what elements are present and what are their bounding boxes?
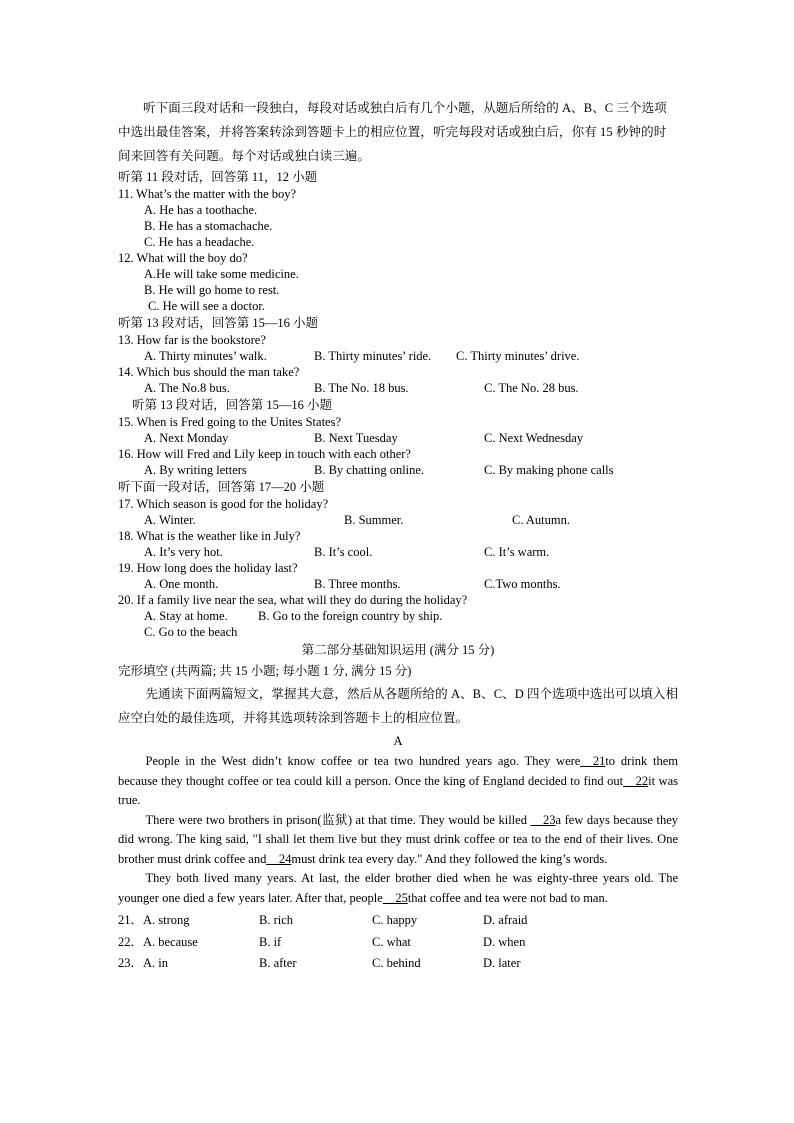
p1-text-1: People in the West didn’t know coffee or tea two hundred years ago. They were [145,754,581,768]
option-14a: A. The No.8 bus. [144,381,230,395]
options-17 [118,512,678,528]
option-15c: C. Next Wednesday [484,431,584,445]
option-16a: A. By writing letters [144,463,247,477]
choice-21d: D. afraid [483,913,528,927]
choice-23d: D. later [483,956,521,970]
option-19b: B. Three months. [314,577,401,591]
option-20c: C. Go to the beach [144,625,238,639]
question-13: 13. How far is the bookstore? [118,333,266,347]
options-20 [118,608,678,624]
choice-21a: 21．A. strong [118,913,190,927]
passage-paragraph-2 [118,811,678,870]
options-16 [118,462,678,478]
p2-text-1: There were two brothers in prison(监狱) at that time. They would be killed [145,812,527,827]
option-14b: B. The No. 18 bus. [314,381,409,395]
choices-21 [118,910,678,932]
choice-23b: B. after [259,956,297,970]
option-19c: C.Two months. [484,577,561,591]
choice-23c: C. behind [372,956,421,970]
option-13c: C. Thirty minutes’ drive. [456,349,580,363]
p2-text-2: a few days because they did wrong. The king said, "I shall let them live but they must drink coffee or tea to the end of their lives. One brother must drink coffee and [118,812,679,866]
option-17a: A. Winter. [144,513,196,527]
option-15b: B. Next Tuesday [314,431,398,445]
listening-instructions: 听下面三段对话和一段独白，每段对话或独白后有几个小题，从题后所给的 A、B、C 三个选项中选出最佳答案，并将答案转涂到答题卡上的相应位置，听完每段对话或独白后，你有 15 秒钟的时间来回答有关问题。每个对话或独白读三遍。 [118,101,667,163]
option-18c: C. It’s warm. [484,545,550,559]
blank-24: __24 [266,851,292,866]
option-11a: A. He has a toothache. [144,203,258,217]
question-20: 20. If a family live near the sea, what will they do during the holiday? [118,593,468,607]
options-13 [118,348,678,364]
p1-text-2: to drink them because they thought coffee or tea could kill a person. Once the king of England decided to find out [118,754,678,788]
question-17: 17. Which season is good for the holiday? [118,497,329,511]
option-18b: B. It’s cool. [314,545,373,559]
question-16: 16. How will Fred and Lily keep in touch with each other? [118,447,411,461]
options-19 [118,576,678,592]
passage-paragraph-3 [118,869,678,908]
option-13a: A. Thirty minutes’ walk. [144,349,267,363]
question-18: 18. What is the weather like in July? [118,529,301,543]
question-15: 15. When is Fred going to the Unites States? [118,415,342,429]
option-15a: A. Next Monday [144,431,229,445]
cloze-instructions: 先通读下面两篇短文，掌握其大意，然后从各题所给的 A、B、C、D 四个选项中选出可以填入相应空白处的最佳选项，并将其选项转涂到答题卡上的相应位置。 [118,687,678,725]
choice-22c: C. what [372,934,411,949]
passage-paragraph-1 [118,752,678,811]
choices-22 [118,932,678,954]
option-12c: C. He will see a doctor. [148,299,265,313]
p1-text-3: it was true. [118,773,678,807]
option-17b: B. Summer. [344,513,404,527]
choice-21c: C. happy [372,913,418,927]
option-16b: B. By chatting online. [314,463,425,477]
question-12: 12. What will the boy do? [118,251,248,265]
question-11: 11. What’s the matter with the boy? [118,187,297,201]
option-11c: C. He has a headache. [144,235,255,249]
passage-label: A [393,734,403,748]
options-14 [118,380,678,396]
choice-23a: 23．A. in [118,956,169,970]
option-16c: C. By making phone calls [484,463,614,477]
choice-22a: 22．A. because [118,934,198,949]
option-12a: A.He will take some medicine. [144,267,299,281]
question-19: 19. How long does the holiday last? [118,561,298,575]
option-17c: C. Autumn. [512,513,570,527]
option-18a: A. It’s very hot. [144,545,223,559]
option-11b: B. He has a stomachache. [144,219,273,233]
p3-text-1: They both lived many years. At last, the elder brother died when he was eighty-three years old. The younger one died a few years later. After that, people [118,871,678,905]
blank-25: __25 [382,890,408,905]
choice-22b: B. if [259,934,282,949]
options-15 [118,430,678,446]
cloze-title: 完形填空 (共两篇; 共 15 小题; 每小题 1 分, 满分 15 分) [118,664,412,678]
p3-text-2: that coffee and tea were not bad to man. [407,890,608,905]
blank-22: __22 [623,773,649,788]
option-12b: B. He will go home to rest. [144,283,280,297]
blank-23: __23 [530,812,556,827]
option-13b: B. Thirty minutes’ ride. [314,349,432,363]
choices-23 [118,953,678,975]
options-18 [118,544,678,560]
option-20a: A. Stay at home. [144,609,228,623]
section-heading-17-20: 听下面一段对话，回答第 17—20 小题 [118,480,325,494]
option-20b: B. Go to the foreign country by ship. [258,609,443,623]
section-heading-11-12: 听第 11 段对话，回答第 11，12 小题 [118,170,318,184]
choice-22d: D. when [483,934,526,949]
choice-21b: B. rich [259,913,294,927]
option-19a: A. One month. [144,577,219,591]
question-14: 14. Which bus should the man take? [118,365,300,379]
exam-page [118,96,678,975]
section-heading-15-16: 听第 13 段对话，回答第 15—16 小题 [132,398,333,412]
section-heading-13-14: 听第 13 段对话，回答第 15—16 小题 [118,316,319,330]
option-14c: C. The No. 28 bus. [484,381,579,395]
blank-21: __21 [580,754,606,768]
p2-text-3: must drink tea every day." And they followed the king’s words. [291,851,608,866]
part-two-title: 第二部分基础知识运用 (满分 15 分) [301,643,495,657]
